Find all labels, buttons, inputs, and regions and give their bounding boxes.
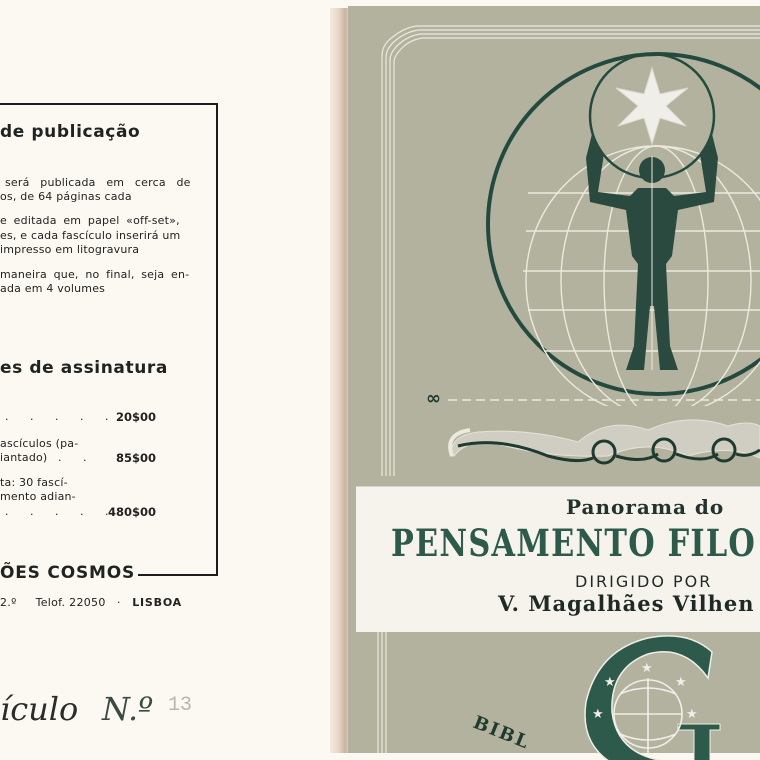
book-cover — [348, 6, 760, 753]
subscription-section-title: es de assinatura — [0, 358, 168, 378]
publisher-name: ÕES COSMOS — [0, 563, 138, 583]
subscription-line: iantado) — [0, 451, 48, 464]
publication-line: maneira que, no final, seja en- — [0, 268, 190, 281]
leader-dots: . . . . . — [5, 505, 118, 518]
director-name: V. Magalhães Vilhen — [498, 591, 755, 616]
publication-line: ada em 4 volumes — [0, 282, 106, 295]
address-separator: · — [117, 596, 121, 609]
publication-line: impresso em litogravura — [0, 243, 140, 256]
address-city: LISBOA — [132, 596, 182, 609]
svg-text:∞: ∞ — [426, 388, 441, 406]
svg-text:★: ★ — [604, 675, 616, 690]
directed-by-label: DIRIGIDO POR — [575, 572, 713, 591]
number-value: 13 — [168, 694, 193, 717]
publication-line: os, de 64 páginas cada — [0, 190, 132, 203]
number-label: N.º — [102, 690, 154, 728]
price: 85$00 — [116, 451, 157, 465]
wave-ornament-icon — [348, 406, 760, 486]
publication-section-title: de publicação — [0, 122, 141, 142]
subscription-line: ascículos (pa- — [0, 437, 79, 450]
left-page — [0, 0, 345, 760]
leader-dots: . . . . . — [5, 410, 118, 423]
price: 480$00 — [108, 505, 157, 519]
publication-line: e editada em papel «off-set», — [0, 214, 180, 227]
publisher-address — [0, 596, 182, 609]
leader-dots: . . — [58, 451, 96, 464]
svg-text:★: ★ — [686, 707, 698, 722]
cover-title: PENSAMENTO FILO — [391, 521, 757, 565]
cover-subtitle: Panorama do — [566, 495, 725, 519]
atlas-emblem-icon — [348, 6, 760, 406]
collection-label: BIBL — [470, 712, 534, 754]
svg-text:★: ★ — [592, 707, 604, 722]
fascicle-label: ículo — [0, 690, 79, 728]
publication-line: será publicada em cerca de — [5, 176, 191, 189]
svg-text:★: ★ — [641, 661, 653, 676]
address-phone: Telof. 22050 — [35, 596, 106, 609]
title-band — [356, 486, 760, 632]
publication-line: es, e cada fascículo inserirá um — [0, 229, 181, 242]
subscription-line: mento adian- — [0, 490, 76, 503]
svg-text:★: ★ — [675, 675, 687, 690]
subscription-line: ta: 30 fascí- — [0, 476, 68, 489]
address-floor: 2.º — [0, 596, 17, 609]
price: 20$00 — [116, 410, 157, 424]
g-globe-logo-icon — [348, 632, 760, 760]
